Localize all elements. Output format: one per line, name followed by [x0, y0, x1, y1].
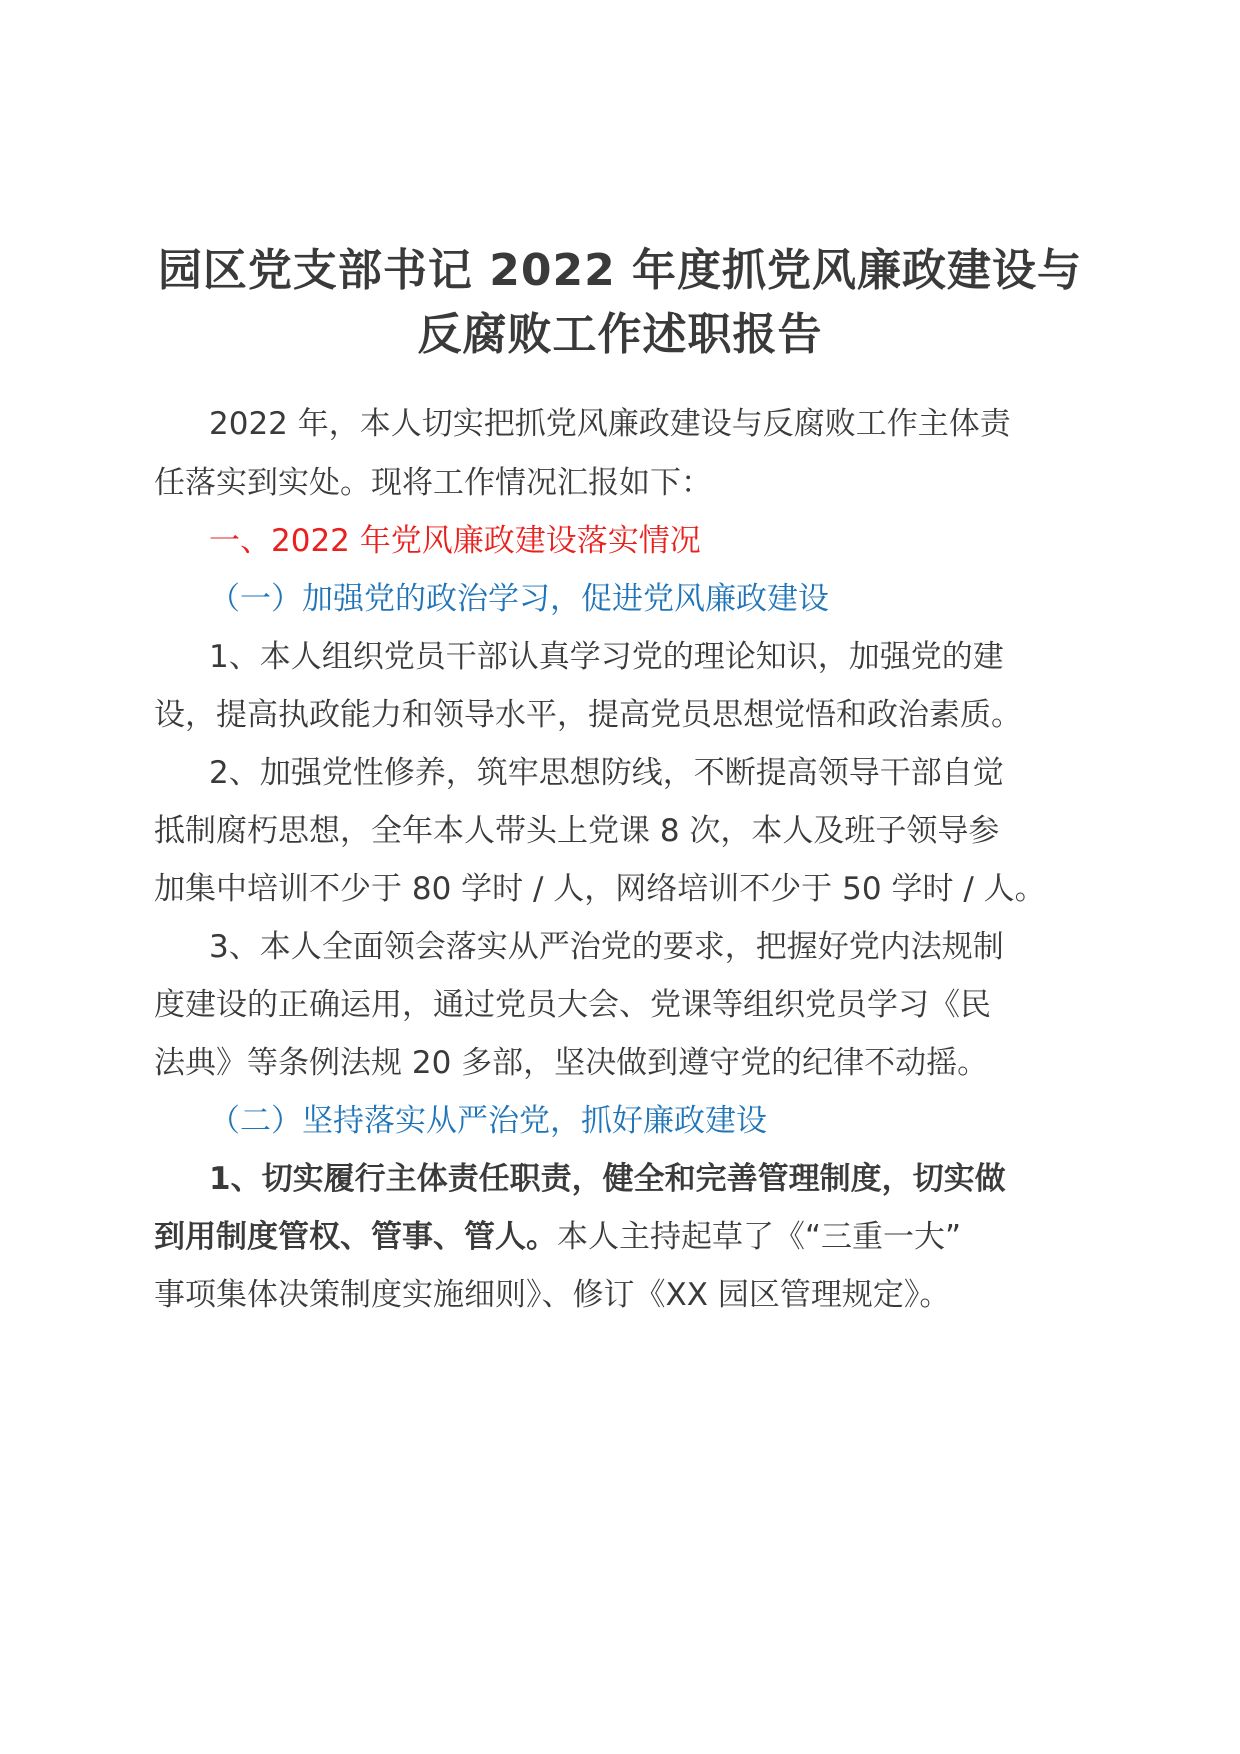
- intro-line-2: 任落实到实处。现将工作情况汇报如下：: [154, 465, 712, 501]
- subsection-heading-1: （一）加强党的政治学习，促进党风廉政建设: [209, 581, 829, 617]
- item-1-line-1: 1、本人组织党员干部认真学习党的理论知识，加强党的建: [209, 639, 1004, 675]
- item-4-line-2: [154, 1215, 961, 1259]
- item-2-line-2: 抵制腐朽思想，全年本人带头上党课 8 次，本人及班子领导参: [154, 813, 1000, 849]
- document-title-line-1: 园区党支部书记 2022 年度抓党风廉政建设与: [157, 245, 1083, 296]
- item-4-line-3: 事项集体决策制度实施细则》、修订《XX 园区管理规定》。: [154, 1277, 951, 1313]
- intro-line-1: 2022 年，本人切实把抓党风廉政建设与反腐败工作主体责: [209, 406, 1011, 442]
- section-heading-1: 一、2022 年党风廉政建设落实情况: [209, 523, 701, 559]
- item-4-line-2-normal: 本人主持起草了《“三重一大”: [557, 1219, 962, 1255]
- item-1-line-2: 设，提高执政能力和领导水平，提高党员思想觉悟和政治素质。: [154, 697, 1022, 733]
- subsection-heading-2: （二）坚持落实从严治党，抓好廉政建设: [209, 1103, 767, 1139]
- document-title-line-2: 反腐败工作述职报告: [417, 309, 823, 360]
- item-2-line-3: 加集中培训不少于 80 学时 / 人，网络培训不少于 50 学时 / 人。: [154, 871, 1046, 907]
- item-3-line-2: 度建设的正确运用，通过党员大会、党课等组织党员学习《民: [154, 987, 991, 1023]
- item-3-line-3: 法典》等条例法规 20 多部，坚决做到遵守党的纪律不动摇。: [154, 1045, 989, 1081]
- item-4-line-2-bold: 到用制度管权、管事、管人。: [154, 1219, 557, 1255]
- item-4-line-1: 1、切实履行主体责任职责，健全和完善管理制度，切实做: [209, 1161, 1006, 1197]
- item-2-line-1: 2、加强党性修养，筑牢思想防线，不断提高领导干部自觉: [209, 755, 1004, 791]
- item-3-line-1: 3、本人全面领会落实从严治党的要求，把握好党内法规制: [209, 929, 1004, 965]
